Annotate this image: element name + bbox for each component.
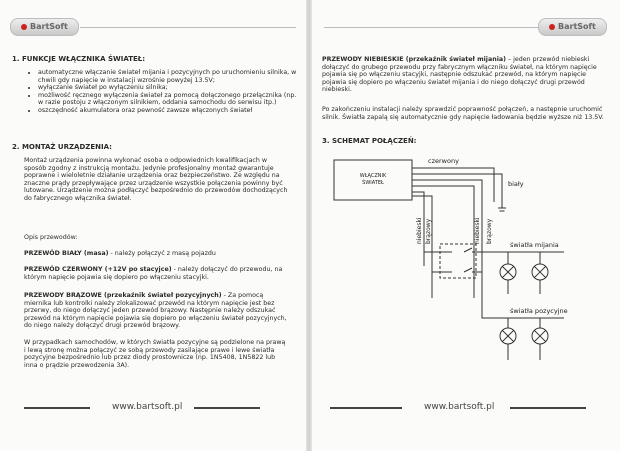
brown-wire-desc: - Za pomocą miernika lub kontrolki należy zlokalizować przewód na którym napięcie jest bez przerwy, do niego dołączyć jeden przewód brązowy. Następnie należy odszukać przewód na którym napięcie pojawia się dopiero po włączeniu świateł pozycyjnych, do niego należy dołączyć drugi przewód brązowy. bbox=[24, 292, 287, 330]
white-wire-text bbox=[24, 250, 288, 258]
installation-paragraph: Montaż urządzenia powinna wykonać osoba o odpowiednich kwalifikacjach w sposób zgodny z instrukcją montażu. Jedynie profesjonalny montaż gwarantuje poprawne i wieloletnie działanie urządzenia oraz bezpieczeństwo. Ze względu na znaczne prądy przepływające przez urządzenie wszystkie połączenia powinny być lutowane. Urządzenie można podłączyć bezpośrednio do przewodów dochodzących do fabrycznego włącznika świateł. bbox=[24, 157, 288, 202]
low-beam-label: światła mijania bbox=[510, 241, 559, 249]
feature-list bbox=[24, 69, 300, 115]
switch-label-line1: WŁĄCZNIK bbox=[359, 173, 387, 179]
blue-wire-desc: – jeden przewód niebieski dołączyć do grubego przewodu przy fabrycznym włączniku świateł, na którym napięcie pojawia się po włączeniu stacyjki, następnie odszukać przewód, na którym napięcie pojawia się dopiero po włączeniu świateł mijania i do niego dołączyć drugi przewód niebieski. bbox=[322, 56, 597, 94]
footer-url: www.bartsoft.pl bbox=[112, 402, 183, 412]
header-rule bbox=[80, 27, 296, 28]
logo-text: BartSoft bbox=[30, 22, 68, 31]
lamp-icon bbox=[502, 266, 513, 277]
parking-label: światła pozycyjne bbox=[510, 307, 568, 315]
section-2-title: 2. MONTAŻ URZĄDZENIA: bbox=[12, 143, 112, 151]
blue-wire-label-right: niebieski bbox=[474, 217, 481, 244]
left-page bbox=[0, 0, 306, 451]
brown-wire-label: PRZEWODY BRĄZOWE (przekaźnik świateł pozycyjnych) bbox=[24, 292, 222, 299]
wire-description-heading: Opis przewodów: bbox=[24, 234, 78, 241]
brown-wire-label-left: brązowy bbox=[425, 218, 432, 244]
section-1-title: 1. FUNKCJE WŁĄCZNIKA ŚWIATEŁ: bbox=[12, 55, 146, 63]
right-page bbox=[312, 0, 620, 451]
blue-wire-label: PRZEWODY NIEBIESKIE (przekaźnik świateł mijania) bbox=[322, 56, 506, 63]
white-wire bbox=[412, 174, 502, 208]
footer-rule-left bbox=[24, 407, 90, 409]
lamp-icon bbox=[534, 266, 545, 277]
red-wire-text bbox=[24, 266, 288, 281]
section-3-title: 3. SCHEMAT POŁĄCZEŃ: bbox=[322, 137, 417, 145]
footer-rule-left bbox=[330, 407, 402, 409]
final-check-paragraph: Po zakończeniu instalacji należy sprawdzić poprawność połączeń, a następnie uruchomić silnik. Światła zapalą się automatycznie gdy napięcie ładowania będzie wyższe niż 13.5V. bbox=[322, 106, 604, 121]
feature-item: • oszczędność akumulatora oraz pewność zawsze włączonych świateł bbox=[38, 107, 300, 115]
brown-wire-extra: W przypadkach samochodów, w których światła pozycyjne są podzielone na prawą i lewą stronę można połączyć ze sobą przewody zasilające prawe i lewe światła pozycyjne bezpośrednio lub przez diody prostownicze (np. 1N5408, 1N5822 lub inna o prądzie przewodzenia 3A). bbox=[24, 339, 286, 369]
blue-wire-label-left: niebieski bbox=[416, 217, 423, 244]
white-wire-label: PRZEWÓD BIAŁY (masa) bbox=[24, 250, 109, 257]
bartsoft-logo bbox=[538, 18, 607, 36]
feature-item: • wyłączanie świateł po wyłączeniu silnika; bbox=[38, 84, 300, 92]
feature-item: • możliwość ręcznego wyłączenia świateł za pomocą dołączonego przełącznika (np. w razie postoju z włączonym silnikiem, oddania samochodu do serwisu itp.) bbox=[38, 92, 300, 107]
brown-wire-label-right: brązowy bbox=[486, 218, 493, 244]
footer-url: www.bartsoft.pl bbox=[424, 402, 495, 412]
logo-dot-icon bbox=[549, 24, 555, 30]
white-wire-desc: - należy połączyć z masą pojazdu bbox=[108, 250, 216, 257]
lamp-icon bbox=[534, 330, 545, 341]
red-wire-label: PRZEWÓD CZERWONY (+12V po stacyjce) bbox=[24, 266, 172, 273]
parking-feed bbox=[508, 318, 540, 328]
parking-ground bbox=[508, 344, 540, 360]
bartsoft-logo bbox=[10, 18, 79, 36]
logo-dot-icon bbox=[21, 24, 27, 30]
footer-rule-right bbox=[510, 407, 586, 409]
logo-text: BartSoft bbox=[558, 22, 596, 31]
red-wire-label: czerwony bbox=[428, 157, 459, 165]
switch-label-line2: ŚWIATEŁ bbox=[362, 180, 384, 186]
red-wire-desc: - należy dołączyć do przewodu, na którym napięcie pojawia się dopiero po włączeniu stacyjki. bbox=[24, 266, 283, 281]
brown-wire-text bbox=[24, 292, 288, 330]
feature-item: • automatyczne włączanie świateł mijania i pozycyjnych po uruchomieniu silnika, w chwili gdy napięcie w instalacji wzrośnie powyżej 13.5V; bbox=[38, 69, 300, 84]
footer-rule-right bbox=[194, 407, 260, 409]
brown-wire-left bbox=[412, 196, 432, 298]
lamp-icon bbox=[502, 330, 513, 341]
low-beam-ground bbox=[508, 280, 540, 294]
wiring-diagram bbox=[312, 148, 620, 384]
low-beam-feed bbox=[508, 252, 540, 264]
white-wire-label: biały bbox=[508, 180, 524, 188]
header-rule bbox=[324, 27, 544, 28]
blue-wire-text bbox=[322, 56, 604, 94]
relay-contact bbox=[424, 248, 482, 252]
